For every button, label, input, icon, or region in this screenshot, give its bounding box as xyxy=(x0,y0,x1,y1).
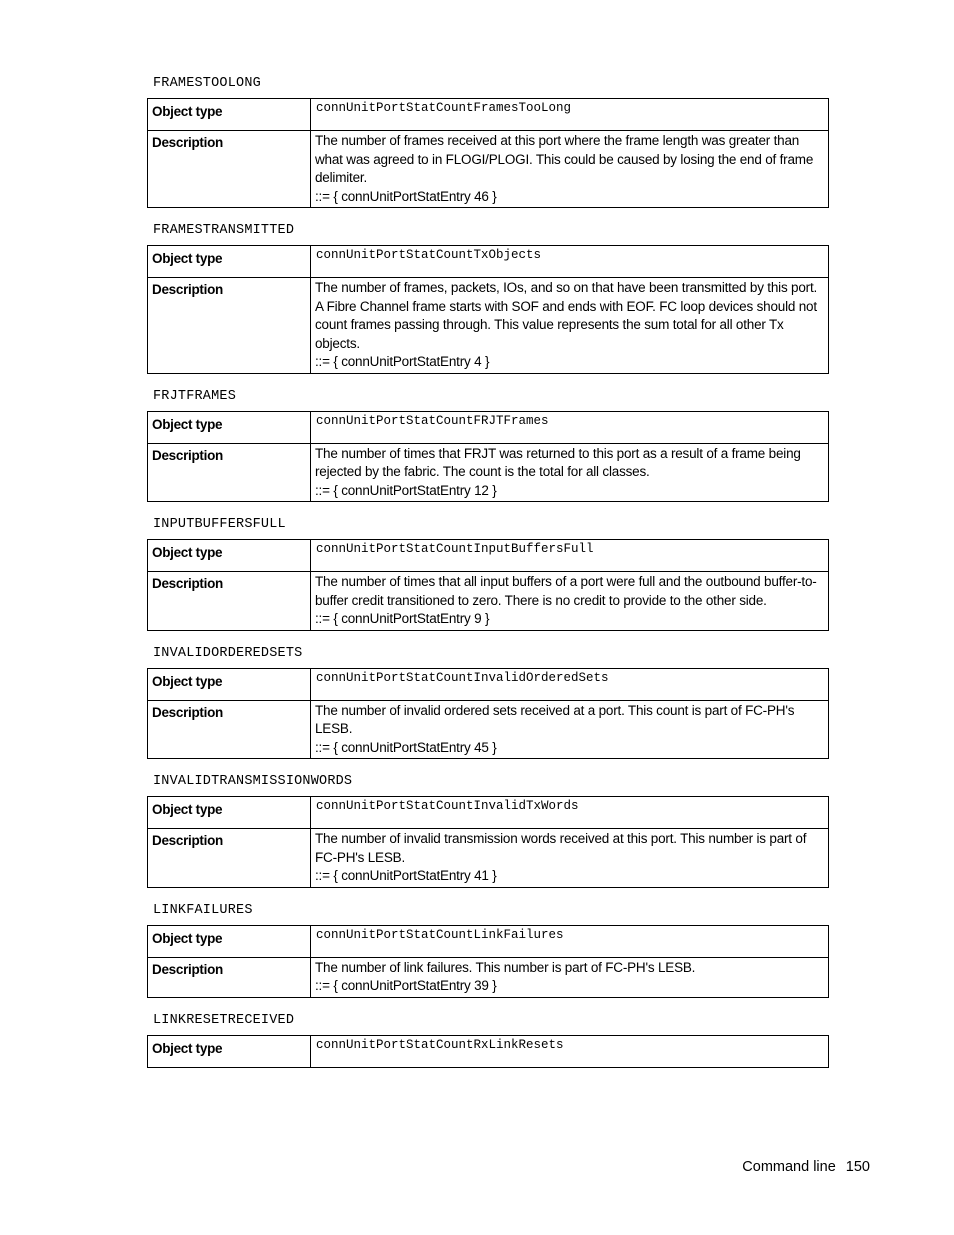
description-label: Description xyxy=(148,572,311,631)
footer-section-name: Command line xyxy=(742,1159,836,1175)
object-table xyxy=(147,245,829,374)
description-cell xyxy=(311,131,829,208)
description-label: Description xyxy=(148,278,311,374)
description-text: The number of invalid ordered sets received at a port. This count is part of FC-PH's LESB. xyxy=(315,702,795,736)
description-label: Description xyxy=(148,957,311,997)
description-text: The number of link failures. This number is part of FC-PH's LESB. xyxy=(315,959,696,975)
object-type-label: Object type xyxy=(148,797,311,829)
description-text: The number of times that all input buffers of a port were full and the outbound buffer-to-buffer credit transitioned to zero. There is no credit to provide to the other side. xyxy=(315,574,817,608)
section-title: FRJTFRAMES xyxy=(153,388,237,404)
section-inputbuffersfull xyxy=(147,517,829,631)
section-framestransmitted xyxy=(147,223,829,374)
document-body xyxy=(147,76,829,1083)
object-table xyxy=(147,668,829,760)
section-invalidtransmissionwords xyxy=(147,774,829,888)
object-type-label: Object type xyxy=(148,246,311,278)
description-label: Description xyxy=(148,700,311,759)
object-table xyxy=(147,925,829,998)
object-type-label: Object type xyxy=(148,411,311,443)
description-label: Description xyxy=(148,829,311,888)
object-type-value: connUnitPortStatCountInvalidOrderedSets xyxy=(311,668,829,700)
description-text: The number of frames received at this port where the frame length was greater than what was agreed to in FLOGI/PLOGI. This could be caused by losing the end of frame delimiter. xyxy=(315,133,814,185)
object-table xyxy=(147,411,829,503)
entry-definition: ::= { connUnitPortStatEntry 39 } xyxy=(315,978,497,993)
section-title: INVALIDTRANSMISSIONWORDS xyxy=(153,774,353,789)
object-table xyxy=(147,796,829,888)
section-title: LINKFAILURES xyxy=(153,902,253,918)
object-type-value: connUnitPortStatCountFRJTFrames xyxy=(311,411,829,443)
description-cell xyxy=(311,700,829,759)
page-number: 150 xyxy=(845,1159,870,1175)
description-label: Description xyxy=(148,131,311,208)
section-title: LINKRESETRECEIVED xyxy=(153,1012,295,1028)
object-type-label: Object type xyxy=(148,540,311,572)
object-table xyxy=(147,539,829,631)
entry-definition: ::= { connUnitPortStatEntry 45 } xyxy=(315,739,497,755)
entry-definition: ::= { connUnitPortStatEntry 46 } xyxy=(315,188,497,204)
object-table xyxy=(147,1035,829,1068)
entry-definition: ::= { connUnitPortStatEntry 12 } xyxy=(315,482,497,498)
object-table xyxy=(147,98,829,208)
section-invalidorderedsets xyxy=(147,646,829,760)
description-cell xyxy=(311,957,829,997)
section-linkfailures xyxy=(147,903,829,998)
entry-definition: ::= { connUnitPortStatEntry 9 } xyxy=(315,611,490,626)
object-type-label: Object type xyxy=(148,99,311,131)
object-type-label: Object type xyxy=(148,1035,311,1067)
description-cell xyxy=(311,829,829,888)
section-title: INPUTBUFFERSFULL xyxy=(153,517,286,532)
section-framestoolong xyxy=(147,76,829,208)
description-cell xyxy=(311,443,829,502)
object-type-value: connUnitPortStatCountRxLinkResets xyxy=(311,1035,829,1067)
description-text: The number of invalid transmission words received at this port. This number is part of FC-PH's LESB. xyxy=(315,831,807,865)
description-text: The number of frames, packets, IOs, and so on that have been transmitted by this port. A Fibre Channel frame starts with SOF and ends with EOF. FC loop devices should not count frames passing through. This value represents the sum total for all other Tx objects. xyxy=(315,280,818,351)
page-footer xyxy=(700,1158,870,1176)
object-type-label: Object type xyxy=(148,668,311,700)
object-type-value: connUnitPortStatCountInvalidTxWords xyxy=(311,797,829,829)
description-cell xyxy=(311,572,829,631)
description-text: The number of times that FRJT was returned to this port as a result of a frame being rejected by the fabric. The count is the total for all classes. xyxy=(315,445,801,479)
section-linkresetreceived xyxy=(147,1013,829,1068)
entry-definition: ::= { connUnitPortStatEntry 41 } xyxy=(315,868,497,883)
object-type-value: connUnitPortStatCountLinkFailures xyxy=(311,925,829,957)
object-type-value: connUnitPortStatCountTxObjects xyxy=(311,246,829,278)
section-frjtframes xyxy=(147,389,829,503)
description-label: Description xyxy=(148,443,311,502)
object-type-value: connUnitPortStatCountInputBuffersFull xyxy=(311,540,829,572)
description-cell xyxy=(311,278,829,374)
entry-definition: ::= { connUnitPortStatEntry 4 } xyxy=(315,354,490,369)
section-title: INVALIDORDEREDSETS xyxy=(153,645,303,661)
object-type-label: Object type xyxy=(148,925,311,957)
section-title: FRAMESTRANSMITTED xyxy=(153,223,295,238)
section-title: FRAMESTOOLONG xyxy=(153,76,261,91)
object-type-value: connUnitPortStatCountFramesTooLong xyxy=(311,99,829,131)
